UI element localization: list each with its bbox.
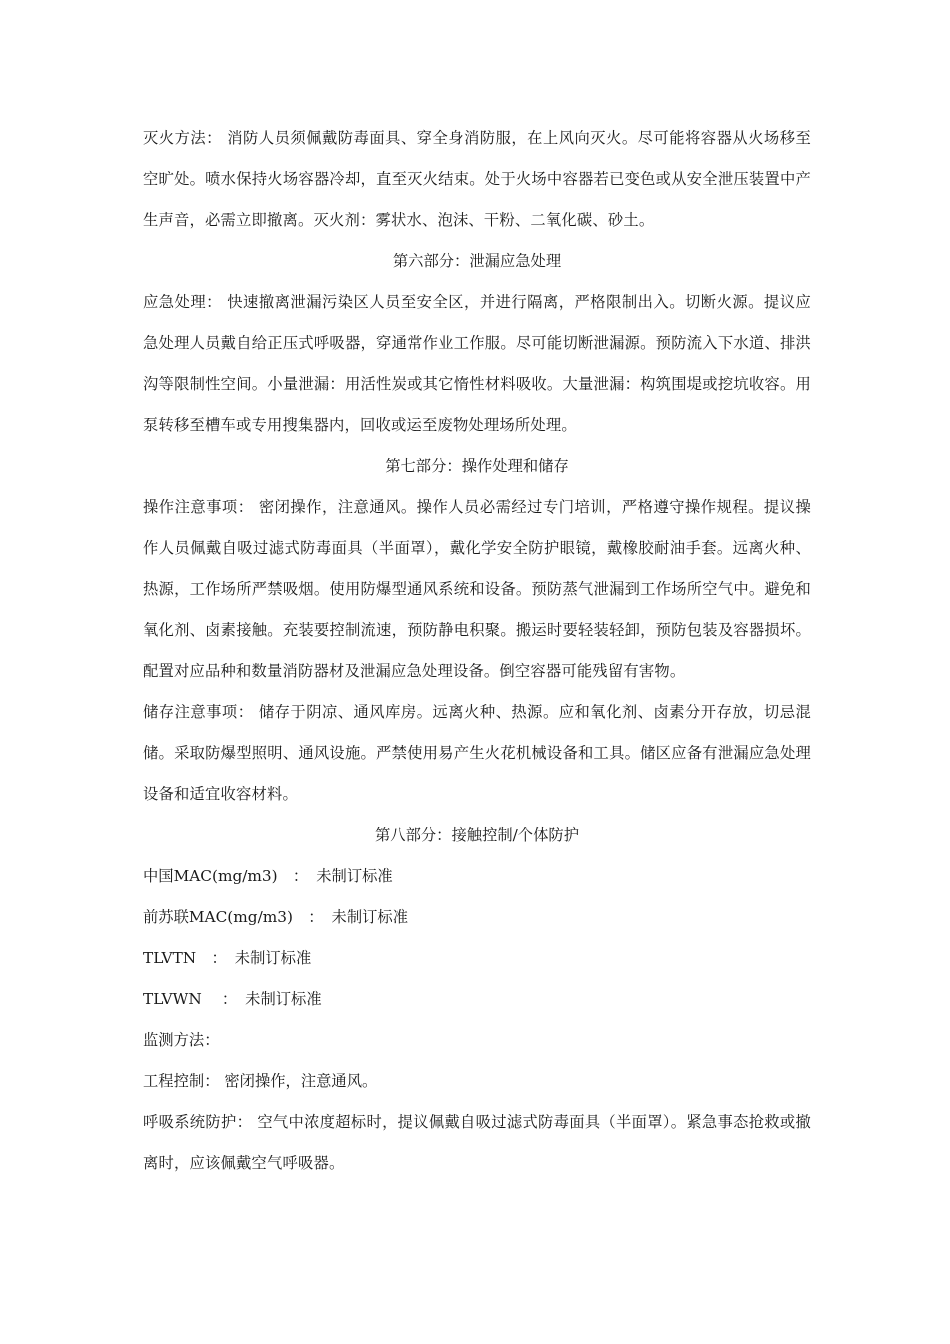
monitoring-line: 监测方法： xyxy=(143,1031,220,1049)
storage-paragraph: 储存注意事项： 储存于阴凉、通风库房。远离火种、热源。应和氧化剂、卤素分开存放，切忌混储。采取防爆型照明、通风设施。严禁使用易产生火花机械设备和工具。储区应备有泄漏应急处理设备和适宜收容材料。 xyxy=(143,703,811,803)
emergency-paragraph: 应急处理： 快速撤离泄漏污染区人员至安全区，并进行隔离，严格限制出入。切断火源。提议应急处理人员戴自给正压式呼吸器，穿通常作业工作服。尽可能切断泄漏源。预防流入下水道、排洪沟等限制性空间。小量泄漏：用活性炭或其它惰性材料吸收。大量泄漏：构筑围堤或挖坑收容。用泵转移至槽车或专用搜集器内，回收或运至废物处理场所处理。 xyxy=(143,293,811,434)
tlvtn-line xyxy=(143,938,811,979)
section8-heading: 第八部分：接触控制/个体防护 xyxy=(374,826,579,844)
ussr-mac-label: 前苏联MAC(mg/m3) ： xyxy=(143,908,324,926)
tlvwn-label: TLVWN ： xyxy=(143,990,238,1008)
operation-paragraph: 操作注意事项： 密闭操作，注意通风。操作人员必需经过专门培训，严格遵守操作规程。提议操作人员佩戴自吸过滤式防毒面具（半面罩），戴化学安全防护眼镜，戴橡胶耐油手套。远离火种、热源，工作场所严禁吸烟。使用防爆型通风系统和设备。预防蒸气泄漏到工作场所空气中。避免和氧化剂、卤素接触。充装要控制流速，预防静电积聚。搬运时要轻装轻卸，预防包装及容器损坏。配置对应品种和数量消防器材及泄漏应急处理设备。倒空容器可能残留有害物。 xyxy=(143,498,811,680)
china-mac-label: 中国MAC(mg/m3) ： xyxy=(143,867,309,885)
fire-fighting-paragraph: 灭火方法： 消防人员须佩戴防毒面具、穿全身消防服，在上风向灭火。尽可能将容器从火场移至空旷处。喷水保持火场容器冷却，直至灭火结束。处于火场中容器若已变色或从安全泄压装置中产生声音，必需立即撤离。灭火剂：雾状水、泡沫、干粉、二氧化碳、砂土。 xyxy=(143,129,811,229)
document-page xyxy=(143,118,811,1184)
tlvtn-label: TLVTN ： xyxy=(143,949,227,967)
china-mac-value: 未制订标准 xyxy=(316,867,393,885)
tlvwn-value: 未制订标准 xyxy=(245,990,322,1008)
section7-heading: 第七部分：操作处理和储存 xyxy=(385,457,569,475)
ussr-mac-value: 未制订标准 xyxy=(331,908,409,926)
ussr-mac-line xyxy=(143,897,811,938)
tlvtn-value: 未制订标准 xyxy=(234,949,312,967)
engineering-line: 工程控制： 密闭操作，注意通风。 xyxy=(143,1072,378,1090)
china-mac-line xyxy=(143,856,811,897)
section6-heading: 第六部分：泄漏应急处理 xyxy=(392,252,562,270)
tlvwn-line xyxy=(143,979,811,1020)
respiratory-paragraph: 呼吸系统防护： 空气中浓度超标时，提议佩戴自吸过滤式防毒面具（半面罩）。紧急事态抢救或撤离时，应该佩戴空气呼吸器。 xyxy=(143,1113,811,1172)
